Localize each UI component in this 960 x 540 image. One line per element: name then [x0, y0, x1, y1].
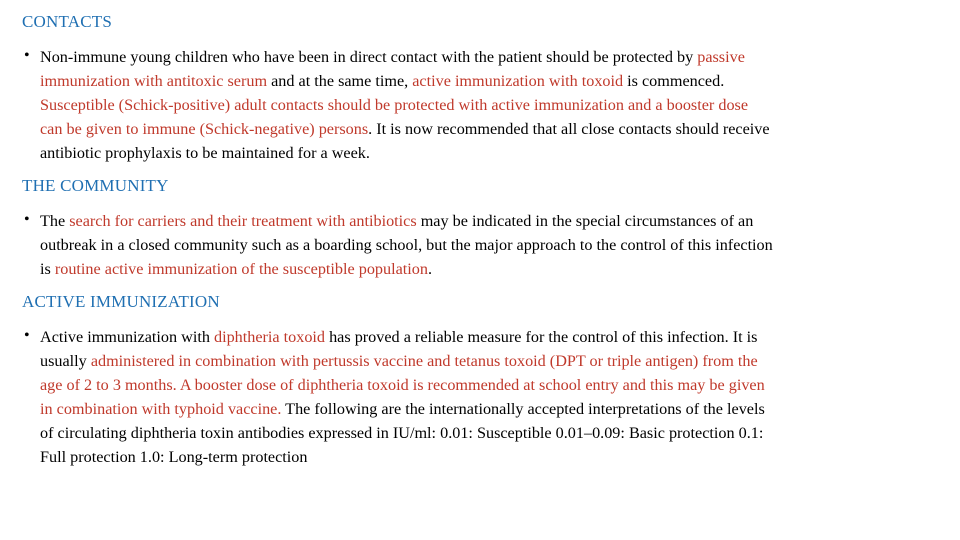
text-segment: The: [40, 212, 70, 230]
highlighted-text: routine active immunization of the susceptible population: [54, 260, 428, 278]
text-segment: is: [40, 260, 55, 278]
highlighted-text: administered in combination with pertussis vaccine and tetanus toxoid (DPT or triple antigen) from the: [90, 352, 758, 370]
paragraph-line: [22, 421, 952, 445]
highlighted-text: search for carriers and their treatment with antibiotics: [69, 212, 417, 230]
text-segment: Active immunization with: [40, 328, 214, 346]
text-segment: may be indicated in the special circumstances of an: [416, 212, 754, 230]
paragraph-line: [22, 373, 952, 397]
heading-active-immunization: ACTIVE IMMUNIZATION: [22, 292, 220, 311]
paragraph-line: [22, 117, 952, 141]
paragraph-line: [22, 325, 952, 349]
highlighted-text: Susceptible (Schick-positive) adult contacts should be protected with active immunization and a booster dose: [40, 96, 749, 114]
text-segment: has proved a reliable measure for the control of this infection. It is: [325, 328, 758, 346]
community-paragraph: [22, 209, 952, 281]
highlighted-text: can be given to immune (Schick-negative) persons: [40, 120, 369, 138]
text-segment: and at the same time,: [267, 72, 413, 90]
paragraph-line: [22, 141, 952, 165]
paragraph-line: [22, 209, 952, 233]
highlighted-text: passive: [697, 48, 745, 66]
text-segment: Full protection 1.0: Long-term protection: [40, 448, 308, 466]
paragraph-line: [22, 45, 952, 69]
text-segment: The following are the internationally accepted interpretations of the levels: [281, 400, 765, 418]
text-segment: antibiotic prophylaxis to be maintained for a week.: [40, 144, 370, 162]
text-segment: is commenced.: [623, 72, 725, 90]
highlighted-text: in combination with typhoid vaccine.: [40, 400, 282, 418]
paragraph-line: [22, 93, 952, 117]
text-segment: .: [427, 260, 433, 278]
bullet-icon: •: [24, 47, 30, 64]
highlighted-text: diphtheria toxoid: [213, 328, 326, 346]
text-segment: of circulating diphtheria toxin antibodies expressed in IU/ml: 0.01: Susceptible 0.01–0.09: Basic protection 0.1:: [40, 424, 764, 442]
paragraph-line: [22, 349, 952, 373]
paragraph-line: [22, 233, 952, 257]
paragraph-line: [22, 397, 952, 421]
paragraph-line: [22, 445, 952, 469]
heading-community: THE COMMUNITY: [22, 176, 169, 195]
contacts-paragraph: [22, 45, 952, 165]
highlighted-text: age of 2 to 3 months. A booster dose of diphtheria toxoid is recommended at school entry and this may be given: [40, 376, 765, 394]
heading-contacts: CONTACTS: [22, 12, 112, 31]
active-immunization-paragraph: [22, 325, 952, 469]
bullet-icon: •: [24, 211, 30, 228]
highlighted-text: immunization with antitoxic serum: [40, 72, 268, 90]
text-segment: Non-immune young children who have been in direct contact with the patient should be protected by: [40, 48, 698, 66]
paragraph-line: [22, 69, 952, 93]
highlighted-text: active immunization with toxoid: [412, 72, 624, 90]
text-segment: usually: [40, 352, 91, 370]
text-segment: outbreak in a closed community such as a boarding school, but the major approach to the control of this infection: [40, 236, 773, 254]
text-segment: . It is now recommended that all close contacts should receive: [368, 120, 770, 138]
paragraph-line: [22, 257, 952, 281]
bullet-icon: •: [24, 327, 30, 344]
